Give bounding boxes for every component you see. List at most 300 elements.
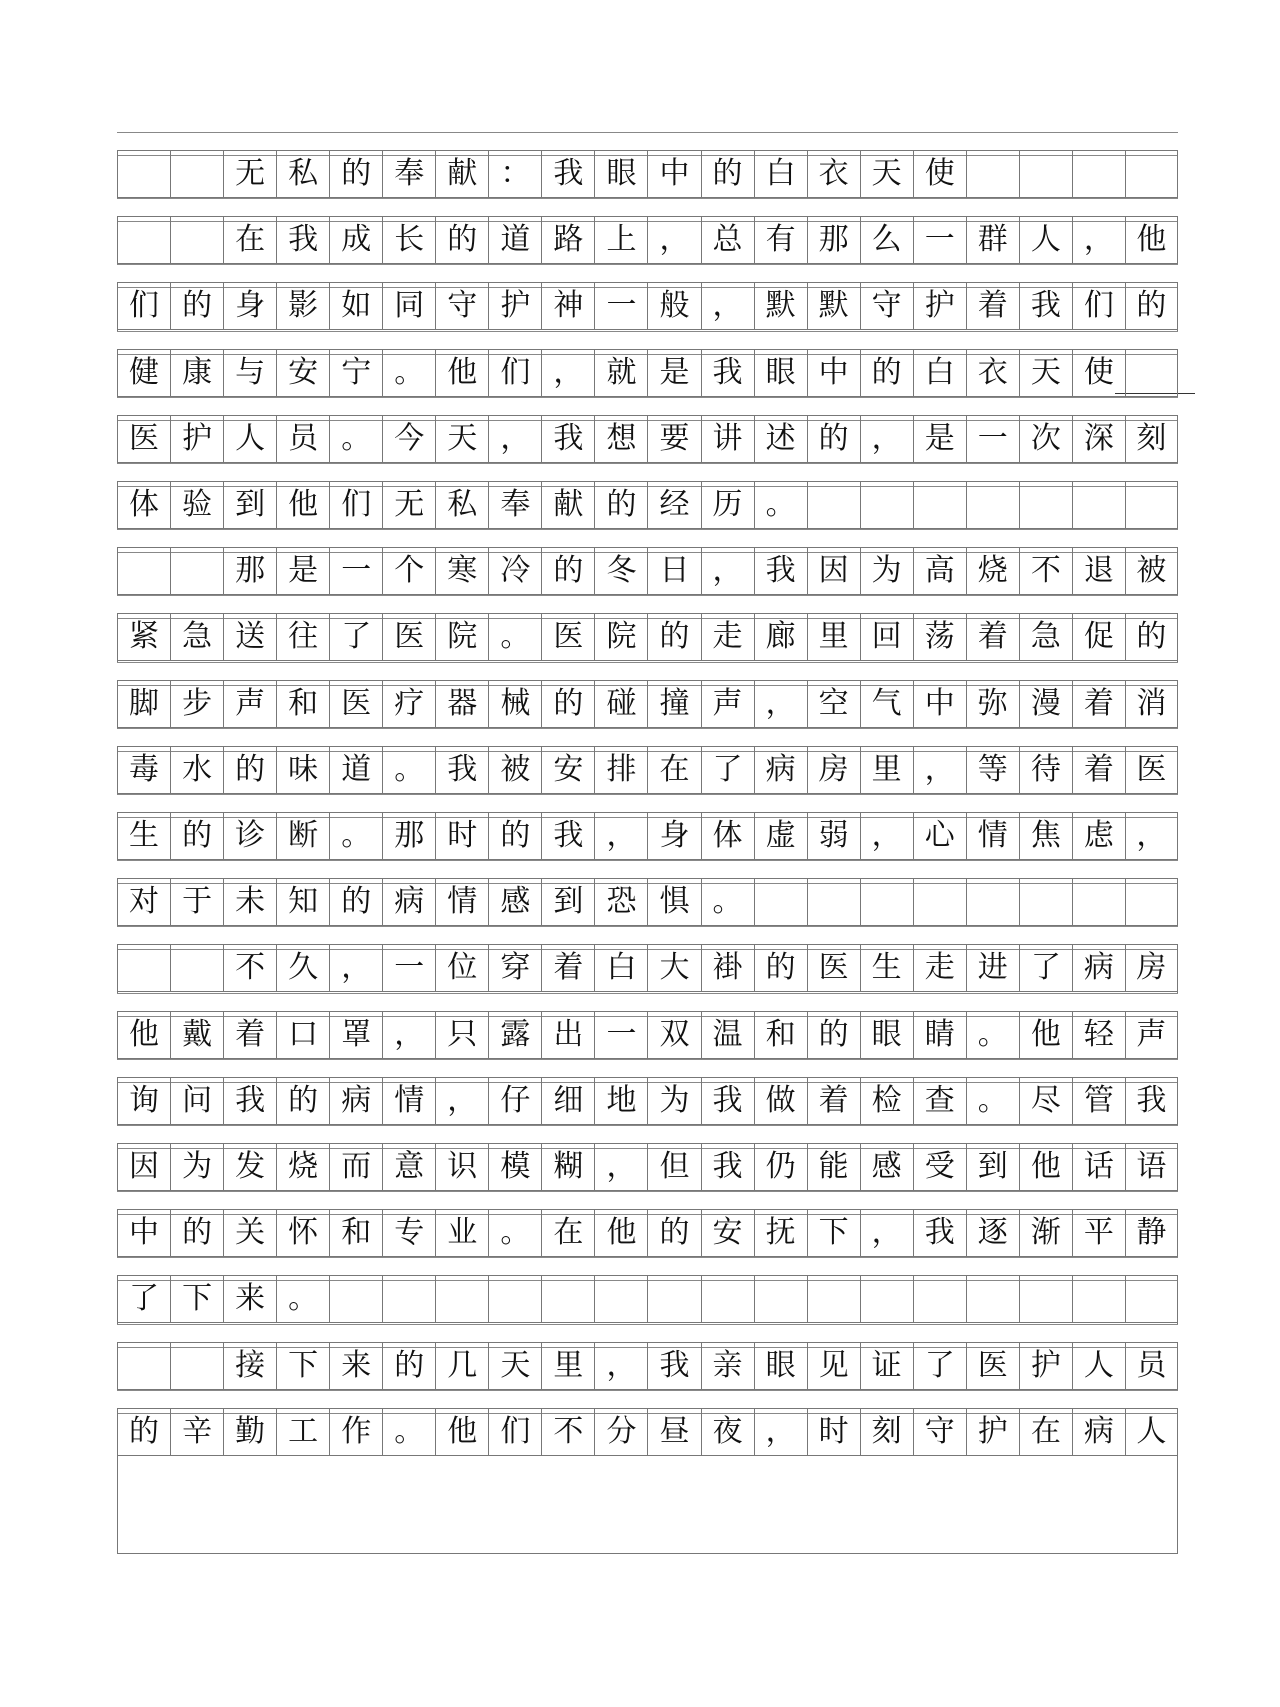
grid-cell <box>1019 481 1072 529</box>
grid-cell: 无 <box>223 150 276 198</box>
grid-cell: 。 <box>966 1011 1019 1059</box>
grid-cell: 体 <box>117 481 170 529</box>
grid-cell: 不 <box>1019 547 1072 595</box>
grid-cell: ， <box>541 349 594 397</box>
grid-cell: 关 <box>223 1209 276 1257</box>
grid-cell <box>860 1275 913 1323</box>
grid-cell: 刻 <box>1125 415 1178 463</box>
grid-cell: 烧 <box>276 1143 329 1191</box>
grid-cell: 褂 <box>701 944 754 992</box>
grid-cell <box>966 878 1019 926</box>
grid-cell: 意 <box>382 1143 435 1191</box>
grid-cell: 温 <box>701 1011 754 1059</box>
grid-cell <box>117 944 170 992</box>
grid-cell: 为 <box>170 1143 223 1191</box>
grid-cell: 脚 <box>117 680 170 728</box>
grid-cell <box>647 1275 700 1323</box>
grid-cell: 。 <box>382 349 435 397</box>
grid-cell: ， <box>913 746 966 794</box>
grid-cell: 。 <box>754 481 807 529</box>
grid-cell: 勤 <box>223 1408 276 1456</box>
grid-cell <box>754 878 807 926</box>
grid-cell: 日 <box>647 547 700 595</box>
grid-cell: 我 <box>541 150 594 198</box>
grid-cell <box>701 1275 754 1323</box>
grid-cell: 成 <box>329 216 382 264</box>
grid-cell: 医 <box>541 613 594 661</box>
grid-row <box>117 415 1178 463</box>
grid-cell <box>435 1275 488 1323</box>
grid-cell: 的 <box>435 216 488 264</box>
grid-cell: 的 <box>807 415 860 463</box>
grid-cell: 的 <box>117 1408 170 1456</box>
grid-cell: 语 <box>1125 1143 1178 1191</box>
grid-cell: 院 <box>594 613 647 661</box>
grid-cell: 医 <box>966 1342 1019 1390</box>
grid-cell <box>1072 150 1125 198</box>
grid-cell <box>117 1342 170 1390</box>
grid-cell: 眼 <box>860 1011 913 1059</box>
grid-cell: 的 <box>329 150 382 198</box>
grid-cell: 们 <box>1072 282 1125 330</box>
grid-cell: 来 <box>223 1275 276 1323</box>
grid-cell: 我 <box>1019 282 1072 330</box>
grid-cell <box>860 878 913 926</box>
grid-cell: 送 <box>223 613 276 661</box>
grid-cell: 露 <box>488 1011 541 1059</box>
grid-cell <box>1072 1275 1125 1323</box>
grid-cell <box>1125 150 1178 198</box>
grid-cell: 穿 <box>488 944 541 992</box>
grid-cell: 进 <box>966 944 1019 992</box>
grid-row <box>117 1275 1178 1323</box>
grid-cell: 护 <box>170 415 223 463</box>
grid-cell: 声 <box>223 680 276 728</box>
grid-row <box>117 1342 1178 1390</box>
grid-cell: 的 <box>170 1209 223 1257</box>
grid-cell: 献 <box>541 481 594 529</box>
grid-cell: 等 <box>966 746 1019 794</box>
grid-cell: 我 <box>754 547 807 595</box>
grid-cell: 对 <box>117 878 170 926</box>
grid-cell: 步 <box>170 680 223 728</box>
grid-cell: 我 <box>541 812 594 860</box>
grid-cell: 一 <box>329 547 382 595</box>
grid-cell <box>1125 481 1178 529</box>
grid-cell: 器 <box>435 680 488 728</box>
grid-cell: 中 <box>647 150 700 198</box>
grid-cell: 弱 <box>807 812 860 860</box>
grid-cell: 历 <box>701 481 754 529</box>
grid-row <box>117 1408 1178 1456</box>
grid-cell: 病 <box>754 746 807 794</box>
grid-cell: 着 <box>807 1077 860 1125</box>
grid-cell <box>754 1275 807 1323</box>
grid-cell: 般 <box>647 282 700 330</box>
grid-cell: 神 <box>541 282 594 330</box>
grid-cell <box>382 1275 435 1323</box>
grid-cell: 健 <box>117 349 170 397</box>
grid-cell: 无 <box>382 481 435 529</box>
grid-cell: 讲 <box>701 415 754 463</box>
grid-cell: 衣 <box>807 150 860 198</box>
grid-cell: 身 <box>647 812 700 860</box>
grid-cell: 到 <box>223 481 276 529</box>
grid-cell <box>966 150 1019 198</box>
grid-cell: 几 <box>435 1342 488 1390</box>
grid-cell: 渐 <box>1019 1209 1072 1257</box>
grid-cell: 那 <box>382 812 435 860</box>
grid-cell: 守 <box>435 282 488 330</box>
grid-cell <box>170 150 223 198</box>
grid-cell: 做 <box>754 1077 807 1125</box>
grid-cell: 空 <box>807 680 860 728</box>
grid-cell: 想 <box>594 415 647 463</box>
grid-cell: 有 <box>754 216 807 264</box>
grid-row <box>117 1209 1178 1257</box>
grid-cell: 我 <box>276 216 329 264</box>
grid-cell: 弥 <box>966 680 1019 728</box>
grid-cell: 护 <box>966 1408 1019 1456</box>
grid-row <box>117 481 1178 529</box>
grid-cell: 昼 <box>647 1408 700 1456</box>
grid-cell: 专 <box>382 1209 435 1257</box>
grid-cell: 接 <box>223 1342 276 1390</box>
grid-cell: 不 <box>223 944 276 992</box>
grid-cell: 宁 <box>329 349 382 397</box>
grid-cell: 个 <box>382 547 435 595</box>
grid-cell: 发 <box>223 1143 276 1191</box>
grid-cell: 着 <box>966 282 1019 330</box>
grid-cell: 工 <box>276 1408 329 1456</box>
grid-cell: 是 <box>647 349 700 397</box>
grid-cell: 怀 <box>276 1209 329 1257</box>
grid-cell <box>1019 878 1072 926</box>
grid-cell: 地 <box>594 1077 647 1125</box>
grid-cell: 是 <box>913 415 966 463</box>
grid-cell: 。 <box>329 415 382 463</box>
grid-cell: 口 <box>276 1011 329 1059</box>
grid-cell: 白 <box>594 944 647 992</box>
grid-cell: 气 <box>860 680 913 728</box>
grid-cell: 待 <box>1019 746 1072 794</box>
grid-cell: 护 <box>913 282 966 330</box>
grid-cell: 员 <box>1125 1342 1178 1390</box>
grid-cell: 虚 <box>754 812 807 860</box>
grid-cell: 只 <box>435 1011 488 1059</box>
grid-cell: 。 <box>329 812 382 860</box>
grid-cell: 消 <box>1125 680 1178 728</box>
grid-cell: 人 <box>1125 1408 1178 1456</box>
grid-cell: 位 <box>435 944 488 992</box>
grid-cell: 查 <box>913 1077 966 1125</box>
grid-row <box>117 216 1178 264</box>
grid-cell: 走 <box>701 613 754 661</box>
grid-cell: 医 <box>117 415 170 463</box>
grid-cell: ， <box>701 547 754 595</box>
grid-cell: 情 <box>966 812 1019 860</box>
grid-cell: 医 <box>329 680 382 728</box>
grid-cell: 病 <box>1072 944 1125 992</box>
grid-cell <box>117 150 170 198</box>
grid-cell: 被 <box>488 746 541 794</box>
grid-cell: 检 <box>860 1077 913 1125</box>
grid-row <box>117 613 1178 661</box>
grid-row <box>117 1143 1178 1191</box>
grid-cell: 烧 <box>966 547 1019 595</box>
grid-cell: 了 <box>1019 944 1072 992</box>
grid-cell: 默 <box>807 282 860 330</box>
grid-cell: 紧 <box>117 613 170 661</box>
grid-cell: 天 <box>488 1342 541 1390</box>
grid-cell: 走 <box>913 944 966 992</box>
grid-cell: 病 <box>329 1077 382 1125</box>
grid-cell: 平 <box>1072 1209 1125 1257</box>
grid-cell: 的 <box>860 349 913 397</box>
grid-cell: 逐 <box>966 1209 1019 1257</box>
grid-cell: 经 <box>647 481 700 529</box>
grid-cell: ， <box>329 944 382 992</box>
grid-cell: 医 <box>807 944 860 992</box>
grid-cell: 时 <box>807 1408 860 1456</box>
grid-cell <box>1072 481 1125 529</box>
grid-cell: 能 <box>807 1143 860 1191</box>
grid-cell: 冬 <box>594 547 647 595</box>
grid-cell: ， <box>754 680 807 728</box>
grid-cell: 我 <box>435 746 488 794</box>
grid-cell: 他 <box>1019 1011 1072 1059</box>
grid-cell: ， <box>594 812 647 860</box>
grid-cell: 衣 <box>966 349 1019 397</box>
grid-cell: 高 <box>913 547 966 595</box>
grid-cell: 我 <box>701 1143 754 1191</box>
grid-cell: 们 <box>117 282 170 330</box>
grid-cell: 白 <box>913 349 966 397</box>
grid-cell: 中 <box>807 349 860 397</box>
grid-cell: 着 <box>966 613 1019 661</box>
grid-cell: 奉 <box>382 150 435 198</box>
grid-cell: 但 <box>647 1143 700 1191</box>
grid-cell: 我 <box>701 349 754 397</box>
grid-cell: 声 <box>701 680 754 728</box>
grid-row <box>117 878 1178 926</box>
grid-cell: 道 <box>488 216 541 264</box>
grid-cell: 排 <box>594 746 647 794</box>
grid-cell: ， <box>594 1143 647 1191</box>
grid-cell: 安 <box>276 349 329 397</box>
grid-cell: 在 <box>223 216 276 264</box>
grid-cell: 体 <box>701 812 754 860</box>
grid-cell: 。 <box>382 1408 435 1456</box>
grid-cell: 白 <box>754 150 807 198</box>
grid-cell <box>117 216 170 264</box>
grid-cell: ， <box>860 812 913 860</box>
grid-cell: 医 <box>382 613 435 661</box>
grid-cell: 么 <box>860 216 913 264</box>
grid-cell <box>170 944 223 992</box>
grid-cell: 。 <box>488 1209 541 1257</box>
grid-cell: 退 <box>1072 547 1125 595</box>
grid-cell: 医 <box>1125 746 1178 794</box>
grid-cell: 为 <box>647 1077 700 1125</box>
grid-cell: 护 <box>488 282 541 330</box>
grid-cell: 康 <box>170 349 223 397</box>
grid-cell: 里 <box>860 746 913 794</box>
grid-cell: 荡 <box>913 613 966 661</box>
grid-cell: 在 <box>541 1209 594 1257</box>
grid-cell: 路 <box>541 216 594 264</box>
grid-cell: 下 <box>276 1342 329 1390</box>
grid-cell: 述 <box>754 415 807 463</box>
grid-cell: 虑 <box>1072 812 1125 860</box>
grid-cell: 抚 <box>754 1209 807 1257</box>
grid-cell: 人 <box>1019 216 1072 264</box>
grid-cell: 询 <box>117 1077 170 1125</box>
grid-cell: 今 <box>382 415 435 463</box>
grid-cell: 使 <box>913 150 966 198</box>
grid-cell: 被 <box>1125 547 1178 595</box>
grid-cell: 房 <box>807 746 860 794</box>
grid-cell: 要 <box>647 415 700 463</box>
grid-cell: 私 <box>276 150 329 198</box>
grid-cell: 细 <box>541 1077 594 1125</box>
grid-cell: 默 <box>754 282 807 330</box>
grid-cell: 到 <box>541 878 594 926</box>
grid-cell: 我 <box>913 1209 966 1257</box>
grid-cell: 影 <box>276 282 329 330</box>
grid-cell: 仍 <box>754 1143 807 1191</box>
grid-cell: 睛 <box>913 1011 966 1059</box>
grid-cell: 轻 <box>1072 1011 1125 1059</box>
grid-cell: 他 <box>435 1408 488 1456</box>
grid-cell: ， <box>860 1209 913 1257</box>
grid-cell: 漫 <box>1019 680 1072 728</box>
grid-cell: 的 <box>807 1011 860 1059</box>
grid-cell: 院 <box>435 613 488 661</box>
grid-cell: 在 <box>1019 1408 1072 1456</box>
grid-cell: 验 <box>170 481 223 529</box>
grid-row <box>117 1077 1178 1125</box>
grid-cell <box>541 1275 594 1323</box>
grid-cell: 糊 <box>541 1143 594 1191</box>
grid-cell: 和 <box>276 680 329 728</box>
grid-cell: 那 <box>807 216 860 264</box>
grid-cell: 不 <box>541 1408 594 1456</box>
grid-cell: 生 <box>117 812 170 860</box>
grid-cell: 急 <box>1019 613 1072 661</box>
grid-cell: 撞 <box>647 680 700 728</box>
grid-cell: 的 <box>541 547 594 595</box>
grid-cell: 疗 <box>382 680 435 728</box>
grid-cell <box>807 481 860 529</box>
grid-cell: 了 <box>913 1342 966 1390</box>
grid-cell: 因 <box>807 547 860 595</box>
grid-cell <box>1019 1275 1072 1323</box>
grid-cell: 安 <box>541 746 594 794</box>
grid-cell: 他 <box>1019 1143 1072 1191</box>
grid-cell: 人 <box>223 415 276 463</box>
grid-row <box>117 349 1178 397</box>
grid-cell: 的 <box>170 282 223 330</box>
grid-cell: 那 <box>223 547 276 595</box>
grid-cell: ， <box>594 1342 647 1390</box>
grid-cell: 冷 <box>488 547 541 595</box>
grid-cell: 群 <box>966 216 1019 264</box>
grid-cell: 的 <box>488 812 541 860</box>
grid-cell: ， <box>1125 812 1178 860</box>
grid-cell: 味 <box>276 746 329 794</box>
grid-cell: 总 <box>701 216 754 264</box>
grid-cell <box>966 1275 1019 1323</box>
grid-cell: 安 <box>701 1209 754 1257</box>
grid-cell: 大 <box>647 944 700 992</box>
grid-cell: 模 <box>488 1143 541 1191</box>
grid-cell: 问 <box>170 1077 223 1125</box>
grid-cell: 断 <box>276 812 329 860</box>
grid-row <box>117 547 1178 595</box>
grid-cell: 因 <box>117 1143 170 1191</box>
grid-cell: 了 <box>701 746 754 794</box>
grid-cell: 着 <box>1072 680 1125 728</box>
grid-cell: 情 <box>382 1077 435 1125</box>
grid-cell: 眼 <box>754 1342 807 1390</box>
grid-cell <box>170 547 223 595</box>
grid-cell: 守 <box>913 1408 966 1456</box>
grid-cell: 刻 <box>860 1408 913 1456</box>
grid-cell: ， <box>488 415 541 463</box>
grid-row <box>117 1011 1178 1059</box>
grid-cell: 护 <box>1019 1342 1072 1390</box>
grid-cell: 而 <box>329 1143 382 1191</box>
grid-cell: 和 <box>754 1011 807 1059</box>
grid-cell: 他 <box>276 481 329 529</box>
grid-cell: 一 <box>594 1011 647 1059</box>
grid-cell: 次 <box>1019 415 1072 463</box>
grid-row <box>117 812 1178 860</box>
grid-cell: 时 <box>435 812 488 860</box>
grid-cell: 的 <box>329 878 382 926</box>
grid-cell: 。 <box>966 1077 1019 1125</box>
grid-cell: 们 <box>488 349 541 397</box>
grid-cell: 。 <box>382 746 435 794</box>
grid-cell: 的 <box>754 944 807 992</box>
grid-cell: 一 <box>966 415 1019 463</box>
grid-cell: 。 <box>276 1275 329 1323</box>
grid-cell: 里 <box>541 1342 594 1390</box>
grid-cell: 守 <box>860 282 913 330</box>
grid-cell: 下 <box>807 1209 860 1257</box>
grid-cell: 戴 <box>170 1011 223 1059</box>
grid-cell: 生 <box>860 944 913 992</box>
grid-cell <box>170 1342 223 1390</box>
grid-cell <box>913 878 966 926</box>
grid-cell: 未 <box>223 878 276 926</box>
grid-cell: 来 <box>329 1342 382 1390</box>
grid-cell: 罩 <box>329 1011 382 1059</box>
grid-cell: 深 <box>1072 415 1125 463</box>
grid-cell: 着 <box>1072 746 1125 794</box>
grid-cell: 病 <box>382 878 435 926</box>
grid-cell: 证 <box>860 1342 913 1390</box>
grid-cell <box>594 1275 647 1323</box>
grid-row <box>117 282 1178 330</box>
grid-cell: 管 <box>1072 1077 1125 1125</box>
grid-cell: 他 <box>117 1011 170 1059</box>
grid-cell: 我 <box>223 1077 276 1125</box>
grid-cell: 他 <box>1125 216 1178 264</box>
grid-cell: 献 <box>435 150 488 198</box>
grid-cell: 身 <box>223 282 276 330</box>
